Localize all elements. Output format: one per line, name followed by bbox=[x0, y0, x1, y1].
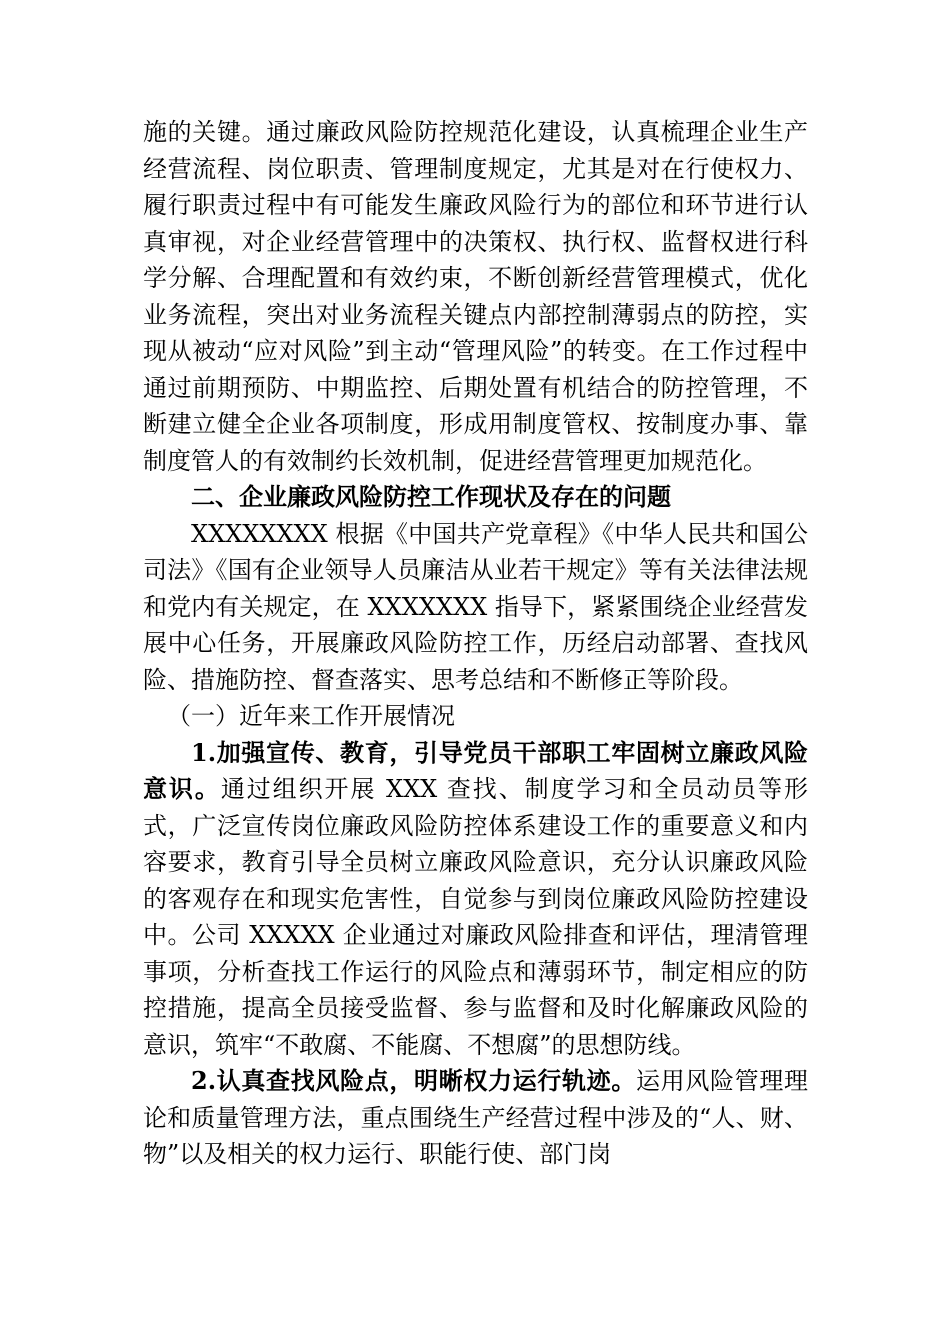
subsection-heading-1: （一）近年来工作开展情况 bbox=[167, 702, 455, 730]
section-heading-2: 二、企业廉政风险防控工作现状及存在的问题 bbox=[191, 482, 671, 511]
item-2-lead: 2.认真查找风险点，明晰权力运行轨迹。 bbox=[191, 1066, 637, 1095]
item-2-paragraph bbox=[143, 1063, 808, 1173]
item-1-body: 通过组织开展 XXX 查找、制度学习和全员动员等形式，广泛宣传岗位廉政风险防控体系建设工作的重要意义和内容要求，教育引导全员树立廉政风险意识，充分认识廉政风险的客观存在和现实危害性，自觉参与到岗位廉政风险防控建设中。公司 XXXXX 企业通过对廉政风险排查和评估，理清管理事项，分析查找工作运行的风险点和薄弱环节，制定相应的防控措施，提高全员接受监督、参与监督和及时化解廉政风险的意识，筑牢“不敢腐、不能腐、不想腐”的思想防线。 bbox=[143, 775, 809, 1059]
item-1-lead: 1.加强宣传、教育，引导党员干部职工牢固树立廉政风险意识。 bbox=[143, 737, 808, 803]
item-1-paragraph bbox=[143, 735, 808, 1064]
section-2-paragraph: XXXXXXXX 根据《中国共产党章程》《中华人民共和国公司法》《国有企业领导人员廉洁从业若干规定》等有关法律法规和党内有关规定，在 XXXXXXX 指导下，紧紧围绕企业经营发展中心任务，开展廉政风险防控工作，历经启动部署、查找风险、措施防控、督查落实、思考总结和不断修正等阶段。 bbox=[143, 519, 808, 694]
document-body bbox=[143, 114, 808, 1173]
paragraph-continued: 施的关键。通过廉政风险防控规范化建设，认真梳理企业生产经营流程、岗位职责、管理制度规定，尤其是对在行使权力、履行职责过程中有可能发生廉政风险行为的部位和环节进行认真审视，对企业经营管理中的决策权、执行权、监督权进行科学分解、合理配置和有效约束，不断创新经营管理模式，优化业务流程，突出对业务流程关键点内部控制薄弱点的防控，实现从被动“应对风险”到主动“管理风险”的转变。在工作过程中通过前期预防、中期监控、后期处置有机结合的防控管理，不断建立健全企业各项制度，形成用制度管权、按制度办事、靠制度管人的有效制约长效机制，促进经营管理更加规范化。 bbox=[143, 118, 808, 475]
item-2-body: 运用风险管理理论和质量管理方法，重点围绕生产经营过程中涉及的“人、财、物”以及相关的权力运行、职能行使、部门岗 bbox=[143, 1067, 808, 1168]
